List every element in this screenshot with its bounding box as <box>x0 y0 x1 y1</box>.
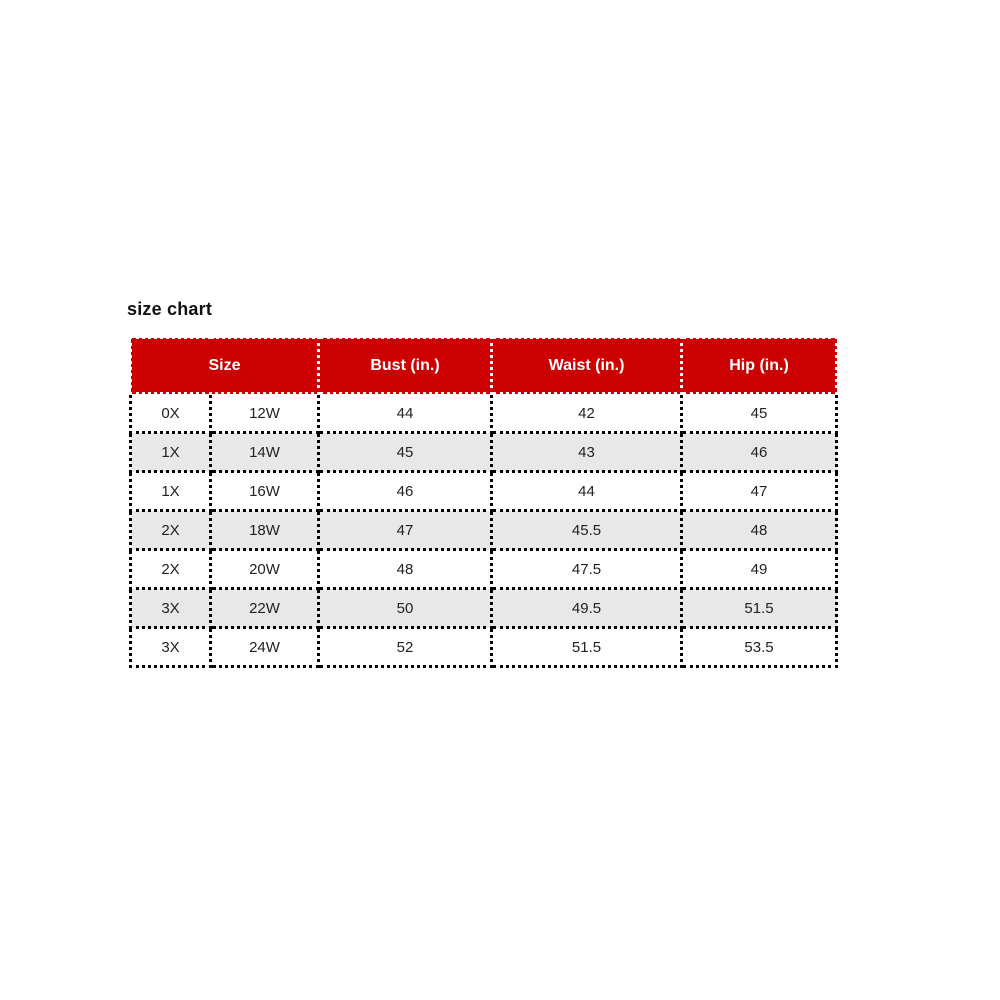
cell-hip: 45 <box>682 394 837 433</box>
cell-bust: 44 <box>319 394 492 433</box>
cell-size-x: 2X <box>131 511 211 550</box>
table-row <box>131 550 837 589</box>
cell-waist: 42 <box>492 394 682 433</box>
cell-size-w: 14W <box>211 433 319 472</box>
cell-size-x: 3X <box>131 628 211 667</box>
cell-waist: 47.5 <box>492 550 682 589</box>
cell-waist: 45.5 <box>492 511 682 550</box>
table-row <box>131 472 837 511</box>
cell-waist: 49.5 <box>492 589 682 628</box>
cell-size-x: 1X <box>131 472 211 511</box>
cell-size-w: 18W <box>211 511 319 550</box>
cell-hip: 48 <box>682 511 837 550</box>
page-title: size chart <box>127 299 213 319</box>
table-row <box>131 589 837 628</box>
table-row <box>131 628 837 667</box>
cell-hip: 51.5 <box>682 589 837 628</box>
cell-hip: 46 <box>682 433 837 472</box>
cell-hip: 47 <box>682 472 837 511</box>
table-row <box>131 511 837 550</box>
cell-bust: 52 <box>319 628 492 667</box>
cell-bust: 48 <box>319 550 492 589</box>
cell-size-w: 12W <box>211 394 319 433</box>
cell-size-x: 3X <box>131 589 211 628</box>
header-bust: Bust (in.) <box>319 338 492 394</box>
cell-bust: 50 <box>319 589 492 628</box>
cell-size-x: 0X <box>131 394 211 433</box>
cell-waist: 43 <box>492 433 682 472</box>
cell-waist: 44 <box>492 472 682 511</box>
header-hip: Hip (in.) <box>682 338 837 394</box>
header-waist: Waist (in.) <box>492 338 682 394</box>
cell-bust: 45 <box>319 433 492 472</box>
header-size: Size <box>131 338 319 394</box>
cell-size-w: 20W <box>211 550 319 589</box>
table-row <box>131 394 837 433</box>
table-header-row <box>131 338 837 394</box>
cell-size-w: 22W <box>211 589 319 628</box>
size-chart-table <box>129 336 838 668</box>
cell-bust: 47 <box>319 511 492 550</box>
cell-waist: 51.5 <box>492 628 682 667</box>
cell-size-x: 2X <box>131 550 211 589</box>
table-row <box>131 433 837 472</box>
cell-size-x: 1X <box>131 433 211 472</box>
cell-size-w: 16W <box>211 472 319 511</box>
cell-bust: 46 <box>319 472 492 511</box>
cell-hip: 53.5 <box>682 628 837 667</box>
cell-hip: 49 <box>682 550 837 589</box>
cell-size-w: 24W <box>211 628 319 667</box>
